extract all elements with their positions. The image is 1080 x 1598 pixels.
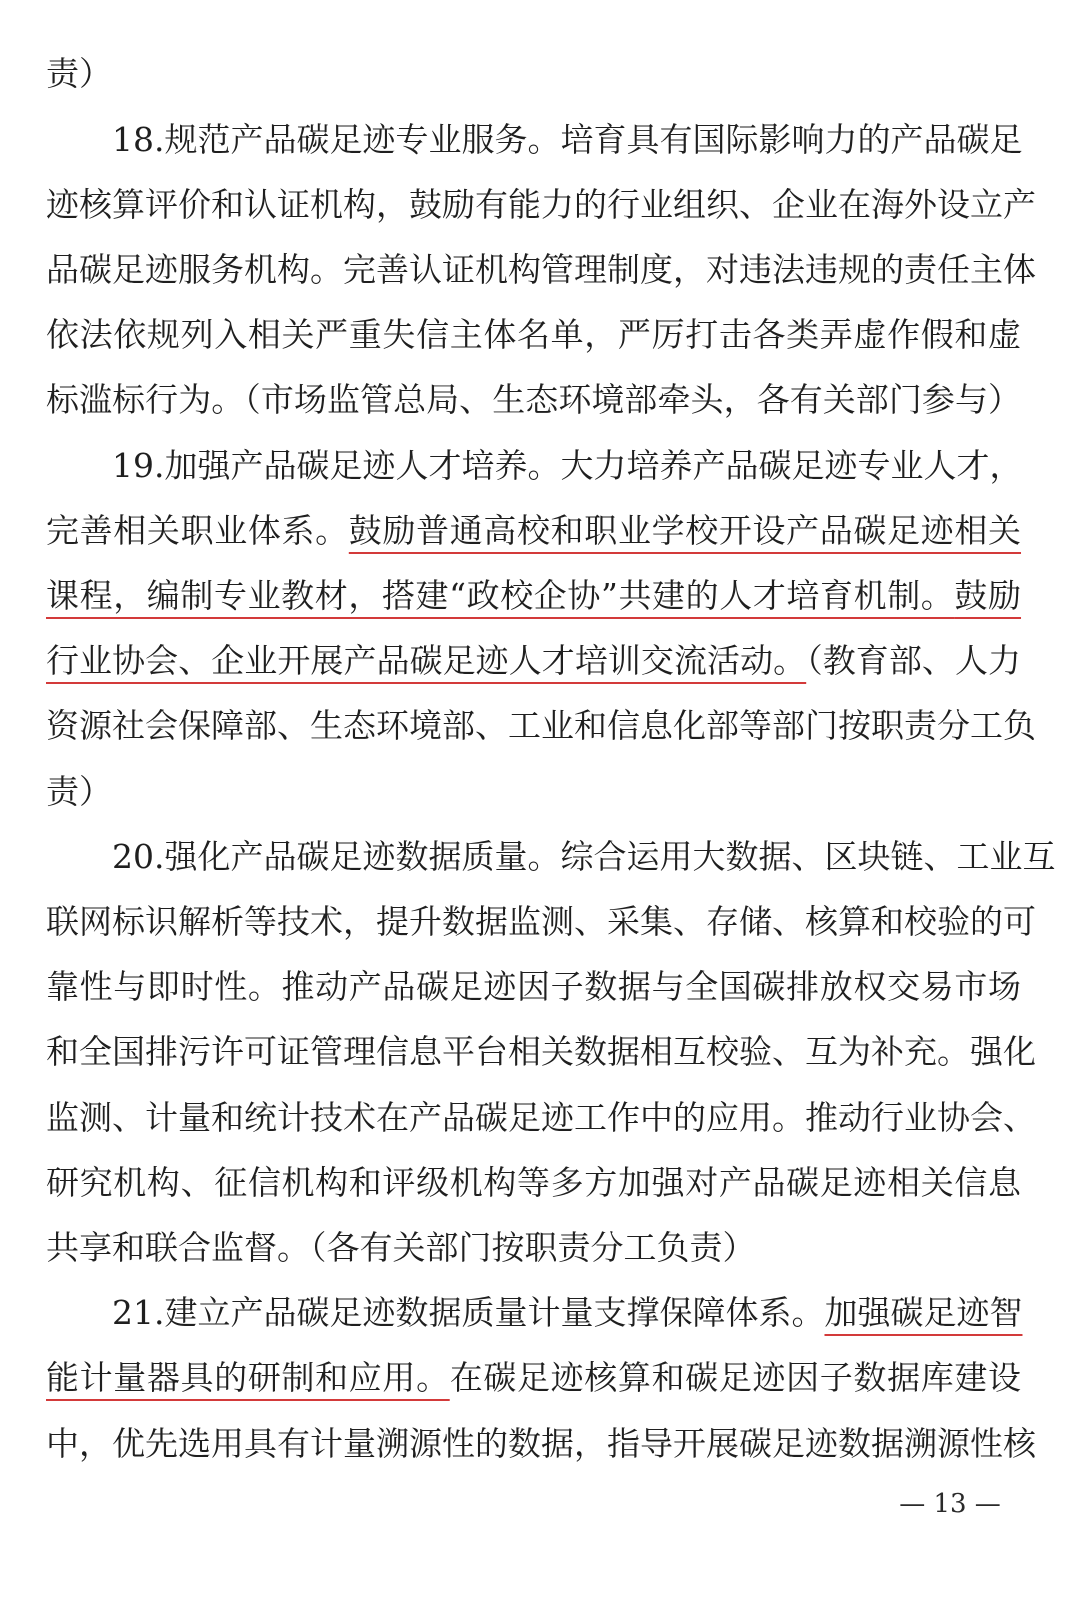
paragraph-21-heading-line [112,1289,1021,1337]
text-segment: 和全国排污许可证管理信息平台相关数据相互校验、互为补充。强化 [46,1032,1036,1071]
paragraph-19-heading-line [112,442,1021,490]
underlined-highlight: 能计量器具的研制和应用。 [46,1358,450,1397]
text-line [46,1354,1021,1402]
text-line [46,1028,1036,1076]
text-segment: 20.强化产品碳足迹数据质量。综合运用大数据、区块链、工业互 [112,837,1056,876]
text-segment: 监测、计量和统计技术在产品碳足迹工作中的应用。推动行业协会、 [46,1098,1036,1137]
text-segment: 责） [46,772,112,811]
text-segment: 中，优先选用具有计量溯源性的数据，指导开展碳足迹数据溯源性核 [46,1424,1036,1463]
text-segment: 依法依规列入相关严重失信主体名单，严厉打击各类弄虚作假和虚 [46,315,1021,354]
text-line [46,1224,1021,1272]
paragraph-20-heading-line [112,833,1056,881]
text-line [46,1420,1036,1468]
underlined-highlight: 课程，编制专业教材，搭建“政校企协”共建的人才培育机制。 [46,576,955,615]
text-segment: 共享和联合监督。（各有关部门按职责分工负责） [46,1228,756,1267]
text-segment: 品碳足迹服务机构。完善认证机构管理制度，对违法违规的责任主体 [46,250,1036,289]
text-segment: 联网标识解析等技术，提升数据监测、采集、存储、核算和校验的可 [46,902,1036,941]
underlined-highlight: 行业协会、企业开展产品碳足迹人才培训交流活动。 [46,641,807,680]
text-segment: 21.建立产品碳足迹数据质量计量支撑保障体系。 [112,1293,825,1332]
text-line [46,637,1021,685]
text-line [46,963,1021,1011]
text-segment: 迹核算评价和认证机构，鼓励有能力的行业组织、企业在海外设立产 [46,185,1036,224]
text-line [46,898,1036,946]
text-line [46,572,1021,620]
underlined-highlight: 鼓励 [954,576,1022,615]
text-segment: 18.规范产品碳足迹专业服务。培育具有国际影响力的产品碳足 [112,120,1023,159]
text-line [46,376,1021,424]
text-line [46,50,1021,98]
text-line [46,1159,1021,1207]
text-segment: 19.加强产品碳足迹人才培养。大力培养产品碳足迹专业人才， [112,446,1023,485]
text-line [46,246,1036,294]
paragraph-18-heading-line [112,116,1021,164]
text-segment: 标滥标行为。（市场监管总局、生态环境部牵头，各有关部门参与） [46,380,1021,419]
text-segment: 在碳足迹核算和碳足迹因子数据库建设 [449,1358,1022,1397]
text-line [46,768,1021,816]
text-line [46,311,1021,359]
underlined-highlight: 鼓励普通高校和职业学校开设产品碳足迹相关 [348,511,1022,550]
text-segment: 资源社会保障部、生态环境部、工业和信息化部等部门按职责分工负 [46,706,1036,745]
text-line [46,507,1021,555]
text-line [46,702,1036,750]
text-line [46,181,1036,229]
text-segment: （教育部、人力 [806,641,1022,680]
text-segment: 靠性与即时性。推动产品碳足迹因子数据与全国碳排放权交易市场 [46,967,1021,1006]
page-number: — 13 — [899,1489,1001,1519]
text-line [46,1094,1036,1142]
text-segment: 完善相关职业体系。 [46,511,349,550]
text-segment: 责） [46,54,112,93]
text-segment: 研究机构、征信机构和评级机构等多方加强对产品碳足迹相关信息 [46,1163,1021,1202]
underlined-highlight: 加强碳足迹智 [824,1293,1023,1332]
